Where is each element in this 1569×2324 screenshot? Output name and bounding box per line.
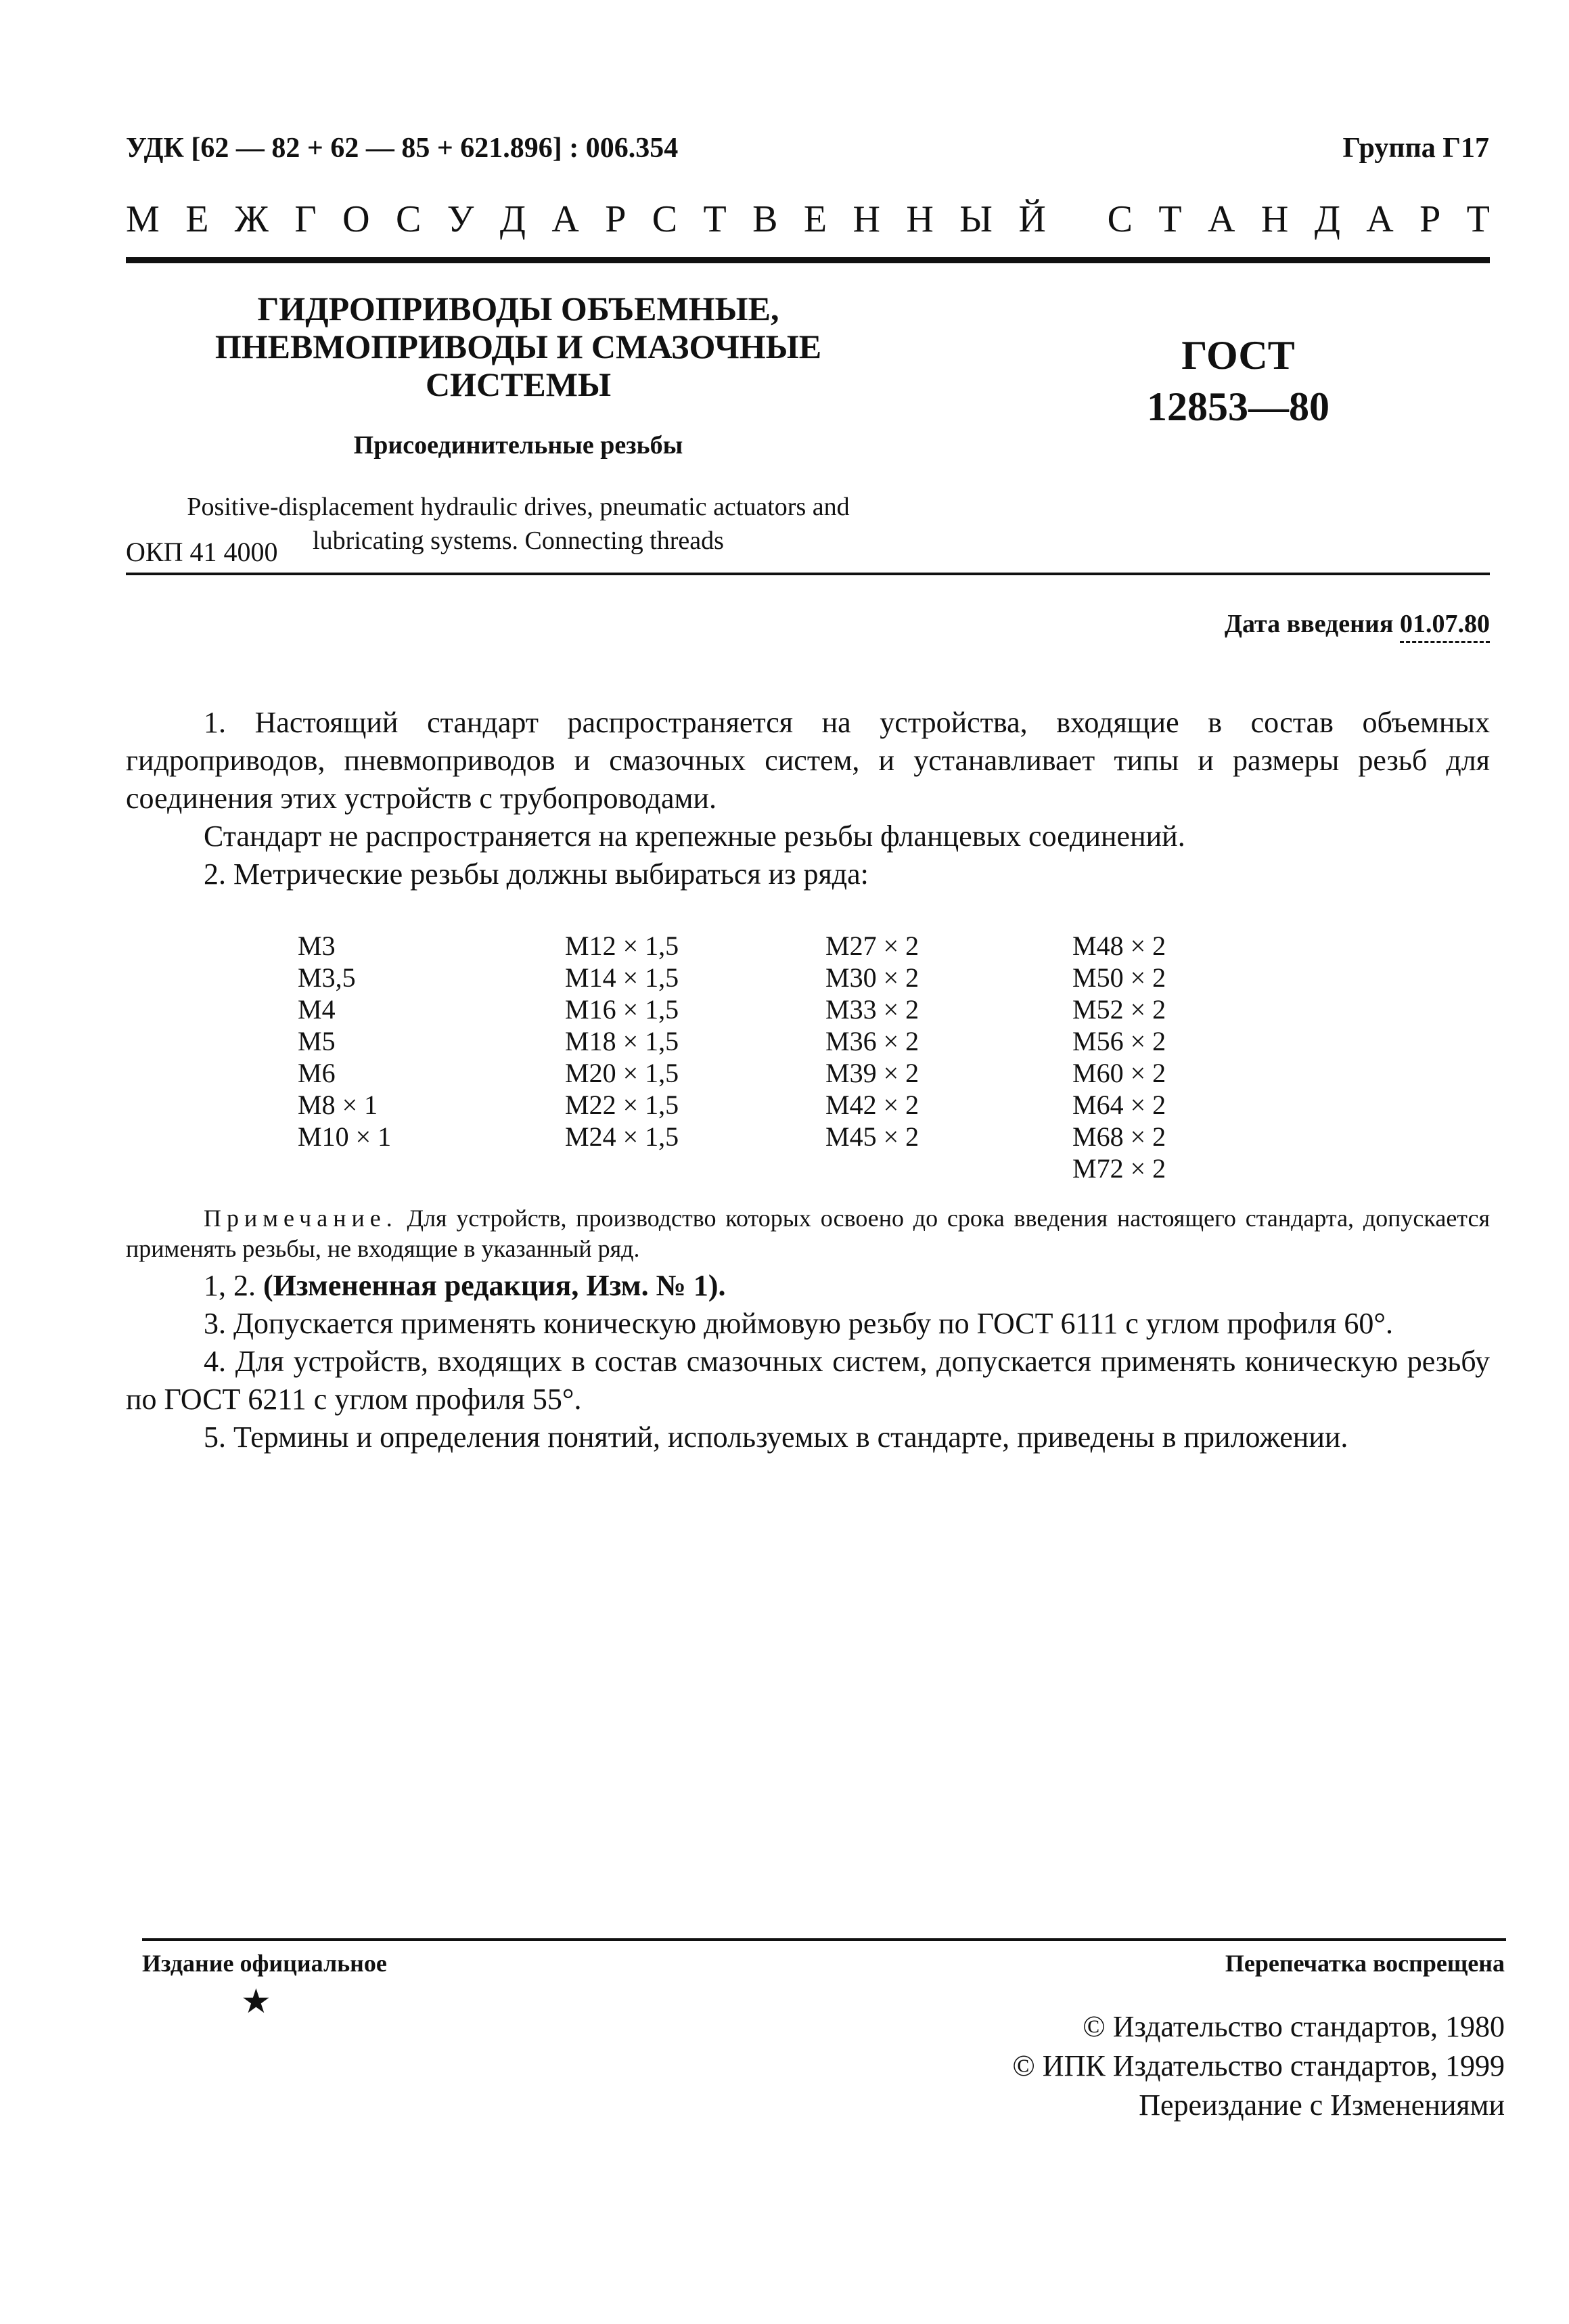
thread-size: М24 × 1,5 [565, 1121, 679, 1152]
thread-size: М56 × 2 [1072, 1026, 1166, 1056]
numbered-items [126, 1267, 1490, 1456]
english-title-line-2: lubricating systems. Connecting threads [313, 527, 724, 555]
heading-letter: Т [1466, 198, 1490, 240]
heading-letter: А [551, 198, 579, 240]
thread-size: М14 × 1,5 [565, 962, 679, 993]
introduction-date-label: Дата введения [1224, 610, 1394, 638]
paragraph-2: Стандарт не распространяется на крепежные резьбы фланцевых соединений. [204, 820, 1185, 853]
heading-letter: Ы [959, 198, 993, 240]
heading-letter: Т [703, 198, 727, 240]
thread-size: М39 × 2 [825, 1058, 919, 1088]
thread-size: М52 × 2 [1072, 994, 1166, 1025]
gost-number: 12853—80 [1147, 384, 1329, 429]
thread-size: М22 × 1,5 [565, 1090, 679, 1120]
thread-size: М20 × 1,5 [565, 1058, 679, 1088]
title-line-2: ПНЕВМОПРИВОДЫ И СМАЗОЧНЫЕ СИСТЕМЫ [214, 328, 822, 403]
thread-size: М27 × 2 [825, 931, 919, 961]
paragraph-1: 1. Настоящий стандарт распространяется на устройства, входящие в состав объемных гидроприводов, пневмоприводов и смазочных систем, и устанавливает типы и размеры резьб для соединения этих устройств с трубопроводами. [126, 706, 1490, 815]
introduction-date-value: 01.07.80 [1400, 610, 1490, 643]
amendment-text: (Измененная редакция, Изм. № 1). [263, 1269, 726, 1302]
thread-size: М10 × 1 [298, 1121, 392, 1152]
copyright-line-1: © Издательство стандартов, 1980 [1083, 2010, 1505, 2043]
thread-size: М3,5 [298, 962, 356, 993]
thread-size: М3 [298, 931, 336, 961]
heading-letter: С [395, 198, 422, 240]
heading-letter: М [126, 198, 160, 240]
title-block [126, 290, 911, 558]
title-line-1: ГИДРОПРИВОДЫ ОБЪЕМНЫЕ, [257, 290, 779, 328]
thread-size: М16 × 1,5 [565, 994, 679, 1025]
thread-size: М45 × 2 [825, 1121, 919, 1152]
udk-code: УДК [62 — 82 + 62 — 85 + 621.896] : 006.354 [126, 133, 679, 164]
thread-column-3 [825, 930, 1072, 1184]
heading-letter: Н [1260, 198, 1289, 240]
heading-letter: А [1208, 198, 1235, 240]
copyright-line-2: © ИПК Издательство стандартов, 1999 [1012, 2049, 1505, 2082]
note-label: Примечание. [204, 1205, 398, 1232]
heading-letter: Т [1158, 198, 1182, 240]
thread-column-4 [1072, 930, 1275, 1184]
heading-letter: Р [605, 198, 627, 240]
gost-label: ГОСТ [1181, 333, 1295, 378]
heading-letter: С [1107, 198, 1133, 240]
item-4: 4. Для устройств, входящих в состав смазочных систем, допускается применять коническую резьбу по ГОСТ 6211 с углом профиля 55°. [126, 1345, 1490, 1416]
group-code: Группа Г17 [1342, 133, 1489, 164]
body-text [126, 704, 1490, 893]
thread-size: М4 [298, 994, 336, 1025]
thread-size: М48 × 2 [1072, 931, 1166, 961]
heading-letter: Н [906, 198, 934, 240]
thread-column-2 [565, 930, 825, 1184]
thread-size: М8 × 1 [298, 1090, 378, 1120]
heading-letter: О [342, 198, 370, 240]
interstate-standard-heading [126, 198, 1490, 241]
heading-letter: Е [803, 198, 827, 240]
heading-letter: В [752, 198, 778, 240]
note [126, 1203, 1490, 1264]
gost-designation [1096, 333, 1380, 429]
heading-letter: У [447, 198, 474, 240]
thread-size: М60 × 2 [1072, 1058, 1166, 1088]
thread-size: М50 × 2 [1072, 962, 1166, 993]
reprint-prohibited-label: Перепечатка воспрещена [1225, 1950, 1505, 1977]
bottom-divider [142, 1938, 1506, 1941]
thread-size: М33 × 2 [825, 994, 919, 1025]
thread-size: М36 × 2 [825, 1026, 919, 1056]
heading-letter: А [1366, 198, 1394, 240]
copyright-block [1012, 2007, 1505, 2125]
heading-gap [1072, 198, 1081, 241]
english-title-line-1: Positive-displacement hydraulic drives, pneumatic actuators and [187, 493, 850, 521]
item-3: 3. Допускается применять коническую дюймовую резьбу по ГОСТ 6111 с углом профиля 60°. [204, 1307, 1393, 1340]
thread-size: М72 × 2 [1072, 1153, 1166, 1184]
heading-letter: Е [185, 198, 209, 240]
introduction-date [1225, 609, 1490, 639]
amendment-line [126, 1267, 1490, 1305]
heading-letter: Р [1419, 198, 1441, 240]
thread-size: М6 [298, 1058, 336, 1088]
thread-size: М42 × 2 [825, 1090, 919, 1120]
okp-code: ОКП 41 4000 [126, 537, 278, 567]
thread-size: М68 × 2 [1072, 1121, 1166, 1152]
subtitle: Присоединительные резьбы [353, 431, 683, 460]
thread-size: М5 [298, 1026, 336, 1056]
heading-letter: Г [294, 198, 317, 240]
middle-divider [126, 573, 1490, 575]
thread-column-1 [298, 930, 565, 1184]
heading-letter: Й [1018, 198, 1046, 240]
thread-size: М30 × 2 [825, 962, 919, 993]
heading-letter: Н [852, 198, 880, 240]
note-text: Для устройств, производство которых освоено до срока введения настоящего стандарта, допускается применять резьбы, не входящие в указанный ряд. [126, 1205, 1491, 1262]
thread-series-table [298, 930, 1275, 1184]
thread-size: М12 × 1,5 [565, 931, 679, 961]
star-icon: ★ [241, 1982, 271, 2020]
heading-letter: С [652, 198, 678, 240]
heading-letter: Ж [234, 198, 269, 240]
official-edition-label: Издание официальное [142, 1950, 387, 1977]
thread-size: М64 × 2 [1072, 1090, 1166, 1120]
heading-letter: Д [499, 198, 526, 240]
item-5: 5. Термины и определения понятий, используемых в стандарте, приведены в приложении. [204, 1421, 1348, 1454]
amendment-prefix: 1, 2. [204, 1269, 256, 1302]
heading-letter: Д [1314, 198, 1340, 240]
thread-size: М18 × 1,5 [565, 1026, 679, 1056]
top-divider [126, 257, 1490, 263]
reissue-line: Переиздание с Изменениями [1139, 2088, 1505, 2122]
paragraph-3: 2. Метрические резьбы должны выбираться из ряда: [204, 857, 869, 891]
